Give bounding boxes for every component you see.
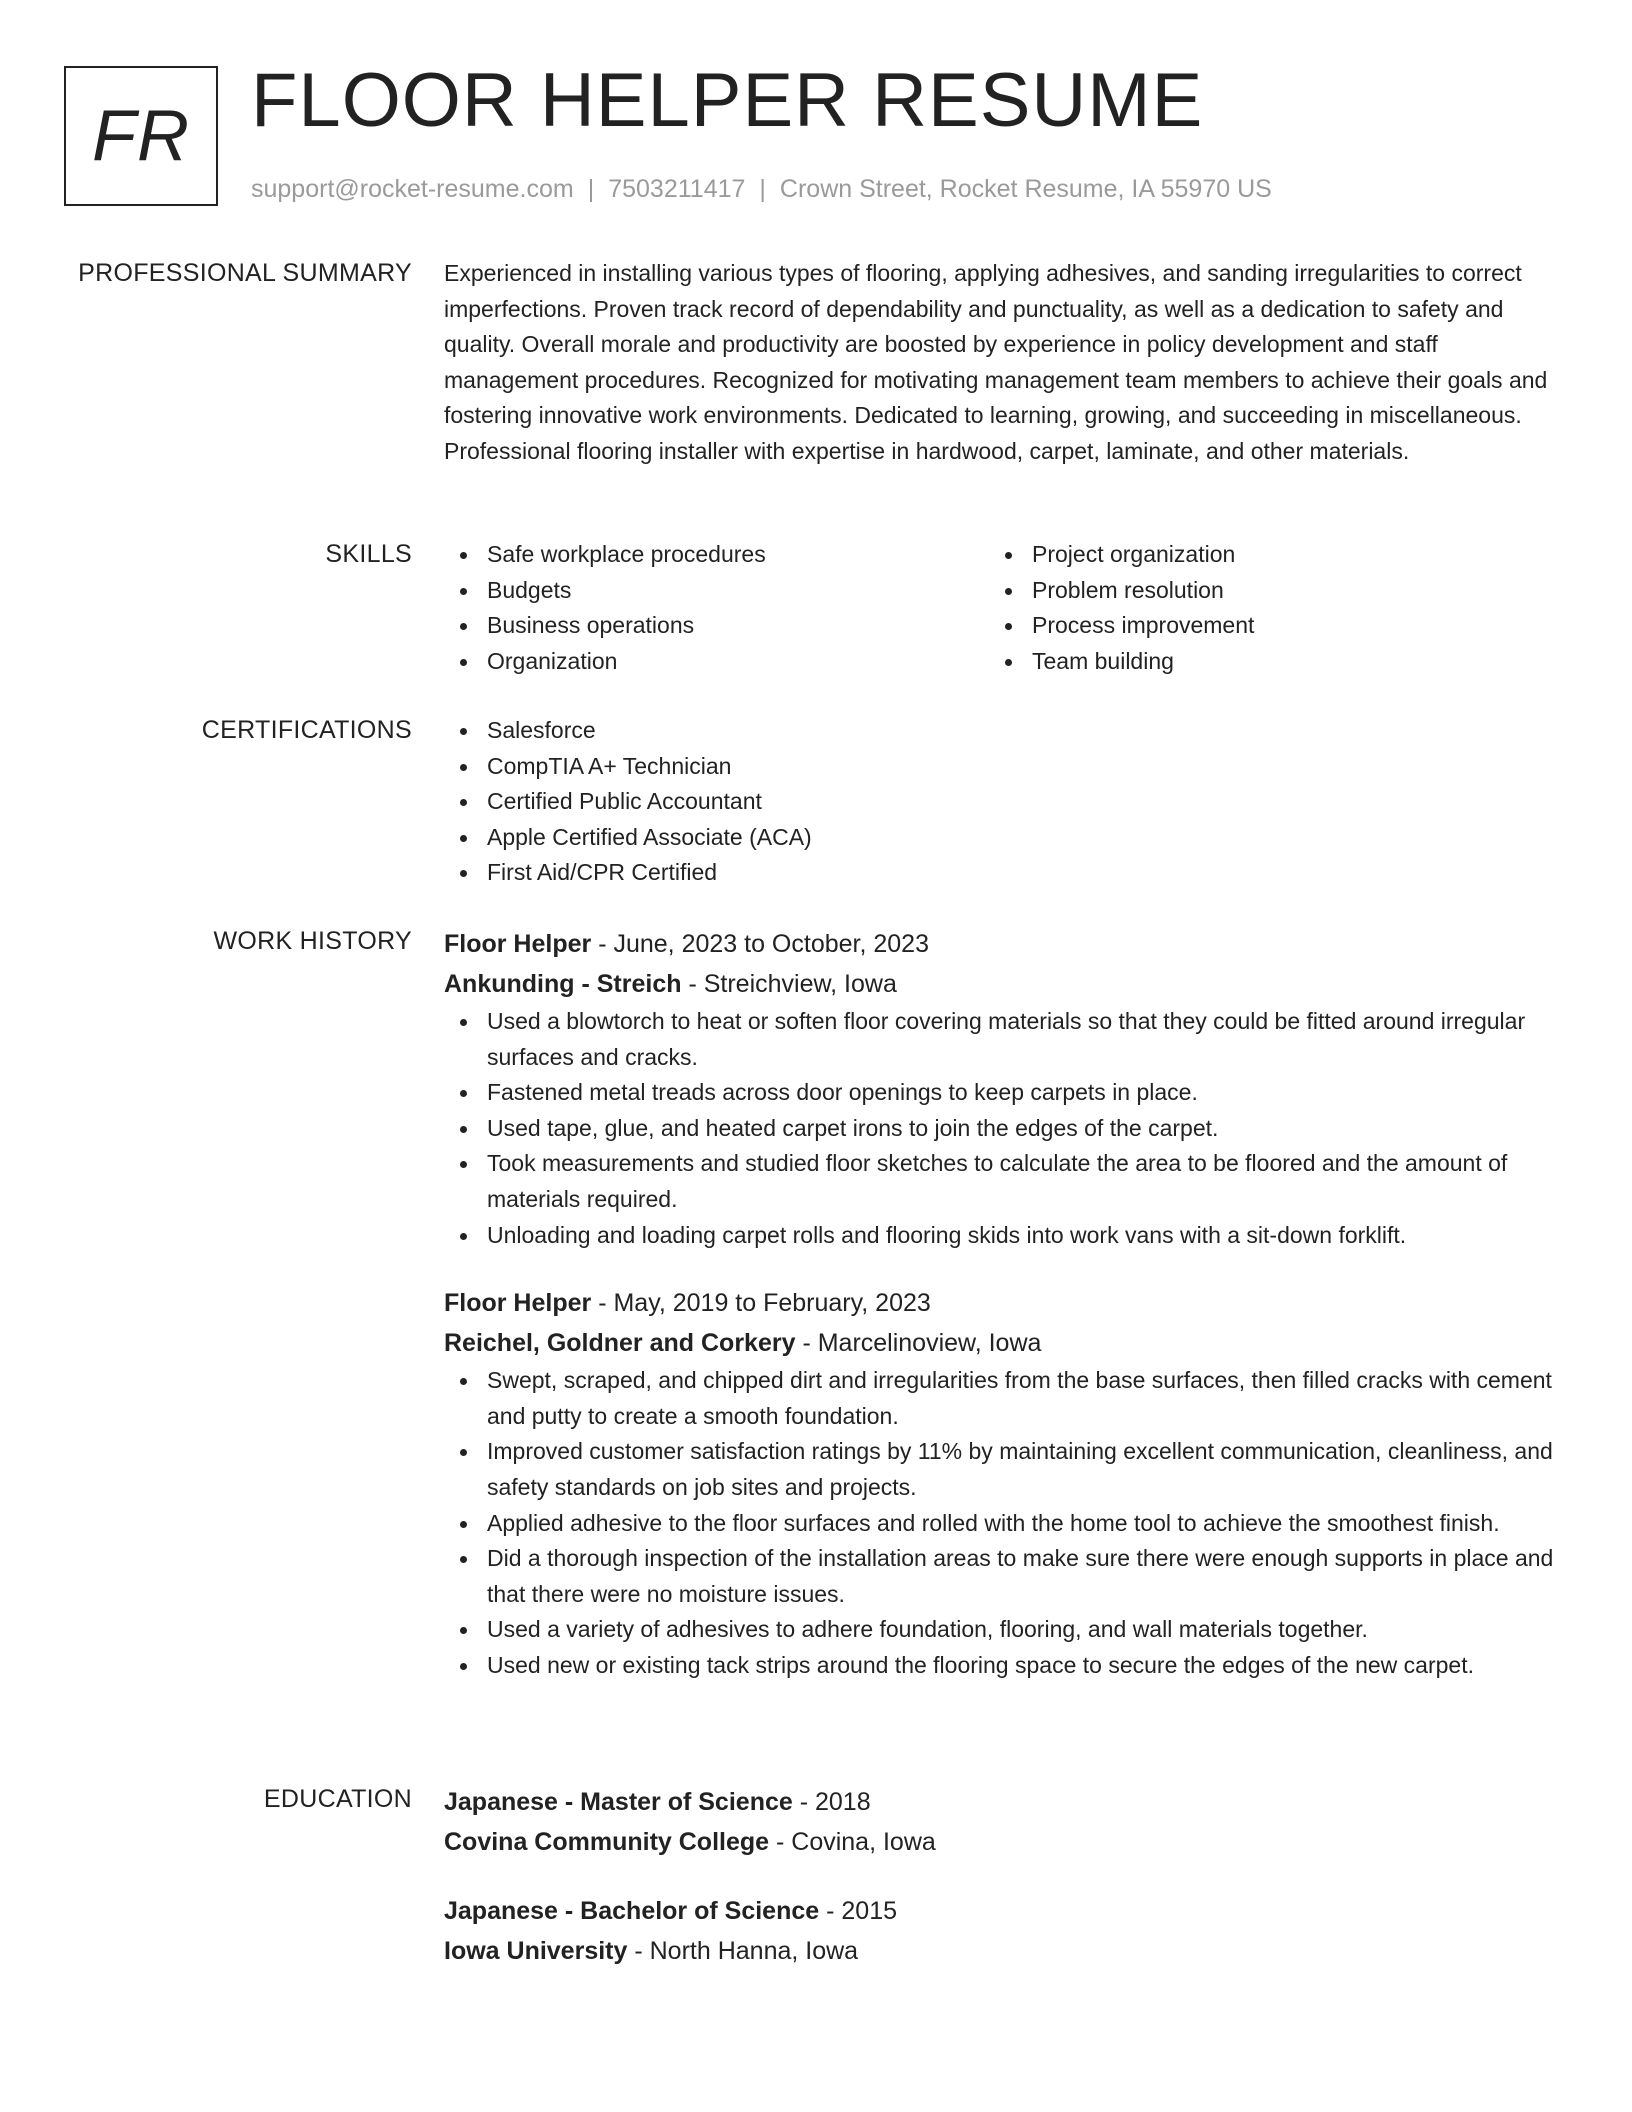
job-title-line bbox=[444, 1283, 1560, 1323]
certifications-body bbox=[444, 713, 1560, 891]
job-duty-item: Used a variety of adhesives to adhere foundation, flooring, and wall materials together. bbox=[444, 1612, 1560, 1648]
education-entry bbox=[444, 1782, 1560, 1862]
job-company: Ankunding - Streich bbox=[444, 970, 682, 998]
skill-item: Safe workplace procedures bbox=[444, 537, 989, 573]
job-entry bbox=[444, 924, 1560, 1253]
job-duties-list bbox=[444, 1004, 1560, 1253]
job-title: Floor Helper bbox=[444, 930, 592, 958]
skills-columns bbox=[444, 537, 1560, 679]
skill-item: Business operations bbox=[444, 608, 989, 644]
job-entry bbox=[444, 1283, 1560, 1683]
job-title-line bbox=[444, 924, 1560, 964]
job-duty-item: Improved customer satisfaction ratings by 11% by maintaining excellent communication, cleanliness, and safety standards on job sites and projects. bbox=[444, 1434, 1560, 1505]
skills-body bbox=[444, 537, 1560, 679]
job-location: - Marcelinoview, Iowa bbox=[795, 1329, 1042, 1358]
job-duty-item: Used tape, glue, and heated carpet irons to join the edges of the carpet. bbox=[444, 1111, 1560, 1147]
skill-item: Process improvement bbox=[989, 608, 1534, 644]
skill-item: Budgets bbox=[444, 573, 989, 609]
contact-email: support@rocket-resume.com bbox=[251, 175, 574, 203]
education-location: - North Hanna, Iowa bbox=[627, 1937, 859, 1965]
skills-heading: SKILLS bbox=[325, 540, 412, 568]
job-duty-item: Unloading and loading carpet rolls and flooring skids into work vans with a sit-down forklift. bbox=[444, 1218, 1560, 1254]
job-duties-list bbox=[444, 1363, 1560, 1683]
education-degree-line bbox=[444, 1782, 1560, 1822]
skill-item: Problem resolution bbox=[989, 573, 1534, 609]
job-duty-item: Used new or existing tack strips around the flooring space to secure the edges of the new carpet. bbox=[444, 1648, 1560, 1684]
education-school: Covina Community College bbox=[444, 1828, 770, 1856]
contact-line bbox=[251, 172, 1272, 206]
education-year: - 2018 bbox=[792, 1788, 871, 1816]
certification-item: Certified Public Accountant bbox=[444, 784, 1560, 820]
skill-item: Project organization bbox=[989, 537, 1534, 573]
skills-list-left bbox=[444, 537, 989, 679]
education-year: - 2015 bbox=[819, 1897, 898, 1925]
job-dates: - June, 2023 to October, 2023 bbox=[591, 930, 929, 958]
work-history-body bbox=[444, 924, 1560, 1684]
contact-separator: | bbox=[587, 175, 595, 203]
monogram-box bbox=[64, 66, 218, 206]
job-duty-item: Used a blowtorch to heat or soften floor covering materials so that they could be fitted around irregular surfaces and cracks. bbox=[444, 1004, 1560, 1075]
contact-separator: | bbox=[759, 175, 766, 203]
education-school: Iowa University bbox=[444, 1937, 628, 1965]
summary-heading: PROFESSIONAL SUMMARY bbox=[78, 259, 412, 287]
education-heading: EDUCATION bbox=[263, 1785, 412, 1813]
education-school-line bbox=[444, 1931, 1560, 1971]
contact-address: Crown Street, Rocket Resume, IA 55970 US bbox=[779, 175, 1272, 203]
skill-item: Team building bbox=[989, 644, 1534, 680]
job-duty-item: Did a thorough inspection of the installation areas to make sure there were enough supports in place and that there were no moisture issues. bbox=[444, 1541, 1560, 1612]
job-company-line bbox=[444, 1323, 1560, 1363]
resume-title: FLOOR HELPER RESUME bbox=[251, 58, 1204, 143]
education-location: - Covina, Iowa bbox=[769, 1828, 936, 1856]
education-entry bbox=[444, 1891, 1560, 1971]
job-duty-item: Applied adhesive to the floor surfaces and rolled with the home tool to achieve the smoothest finish. bbox=[444, 1506, 1560, 1542]
summary-body bbox=[444, 256, 1560, 470]
education-school-line bbox=[444, 1822, 1560, 1862]
summary-text: Experienced in installing various types of flooring, applying adhesives, and sanding irregularities to correct imperfections. Proven track record of dependability and punctuality, as well as a dedication to safety and quality. Overall morale and productivity are boosted by experience in policy development and staff management procedures. Recognized for motivating management team members to achieve their goals and fostering innovative work environments. Dedicated to learning, growing, and succeeding in miscellaneous. Professional flooring installer with expertise in hardwood, carpet, laminate, and other materials. bbox=[444, 260, 1548, 464]
work-history-heading: WORK HISTORY bbox=[213, 927, 412, 955]
certifications-list bbox=[444, 713, 1560, 891]
job-location: - Streichview, Iowa bbox=[681, 970, 897, 998]
certification-item: First Aid/CPR Certified bbox=[444, 855, 1560, 891]
education-degree: Japanese - Bachelor of Science bbox=[444, 1897, 820, 1925]
job-duty-item: Fastened metal treads across door openings to keep carpets in place. bbox=[444, 1075, 1560, 1111]
certification-item: Apple Certified Associate (ACA) bbox=[444, 820, 1560, 856]
education-body bbox=[444, 1782, 1560, 1971]
certification-item: Salesforce bbox=[444, 713, 1560, 749]
monogram-initials: FR bbox=[92, 96, 190, 176]
job-duty-item: Swept, scraped, and chipped dirt and irregularities from the base surfaces, then filled cracks with cement and putty to create a smooth foundation. bbox=[444, 1363, 1560, 1434]
job-company-line bbox=[444, 964, 1560, 1004]
skill-item: Organization bbox=[444, 644, 989, 680]
job-company: Reichel, Goldner and Corkery bbox=[444, 1329, 796, 1358]
job-dates: - May, 2019 to February, 2023 bbox=[591, 1289, 931, 1318]
job-duty-item: Took measurements and studied floor sketches to calculate the area to be floored and the amount of materials required. bbox=[444, 1146, 1560, 1217]
skills-list-right bbox=[989, 537, 1534, 679]
certification-item: CompTIA A+ Technician bbox=[444, 749, 1560, 785]
job-title: Floor Helper bbox=[444, 1289, 592, 1318]
certifications-heading: CERTIFICATIONS bbox=[201, 716, 412, 744]
education-degree: Japanese - Master of Science bbox=[444, 1788, 793, 1816]
contact-phone: 7503211417 bbox=[608, 175, 746, 203]
education-degree-line bbox=[444, 1891, 1560, 1931]
